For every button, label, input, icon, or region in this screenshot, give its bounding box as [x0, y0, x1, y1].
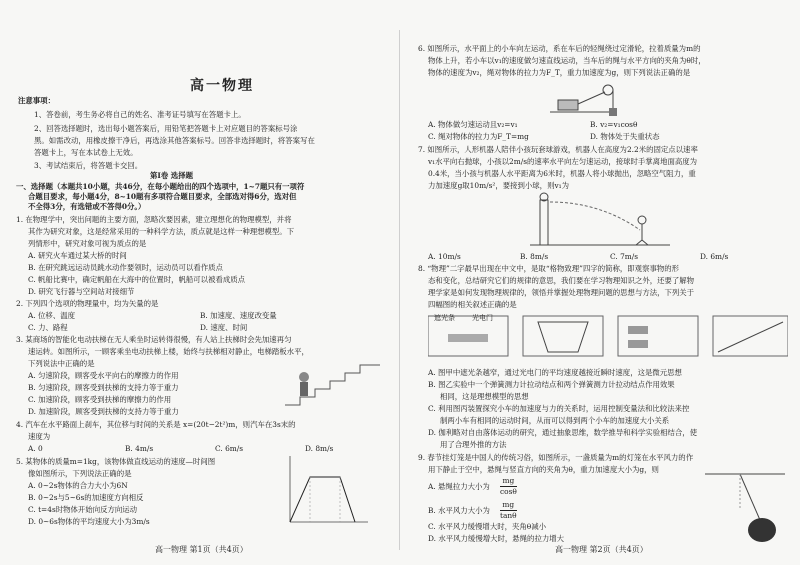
q8-option: 用了合理外推的方法	[440, 440, 507, 449]
q3-line: 3. 某商场的智能化电动扶梯在无人乘坐时运转得很慢，有人站上扶梯时会先加速再匀	[16, 335, 292, 344]
q8-option: D. 伽利略对自由落体运动的研究，通过抽象思维，数学推导和科学实验相结合，使	[428, 428, 698, 437]
q2-option: B. 加速度、速度改变量	[200, 311, 277, 320]
fracB-num: mg	[500, 500, 517, 511]
notice-line: 2、回答选择题时，选出每小题答案后，用铅笔把答题卡上对应题目的答案标号涂	[34, 124, 298, 133]
q5-line: 5. 某物体的质量m=1kg，该物体做直线运动的速度—时间图	[16, 457, 216, 466]
q9-fracB	[500, 500, 517, 521]
figure-label: 遮光条	[434, 314, 455, 322]
q8-option: 相同，这是理想模型的思想	[440, 392, 529, 401]
q4-option: C. 6m/s	[215, 444, 244, 453]
q7-line: 力加速度g取10m/s²，要接到小球，则v₁为	[428, 181, 569, 190]
q2-option: A. 位移、温度	[28, 311, 75, 320]
q4-line: 4. 汽车在水平路面上刹车，其位移与时间的关系是 x=(20t−2t²)m，则汽车在3s末的	[16, 420, 296, 429]
q8-line: 态和变化，总结研究它们的规律的意思，我们要在学习物理知识之外，还要了解物	[428, 276, 695, 285]
q8-line: 四幅图的相关叙述正确的是	[428, 300, 517, 309]
q3-option: C. 加速阶段，顾客受到扶梯的摩擦力的作用	[28, 395, 172, 404]
q4-line: 速度为	[28, 432, 51, 441]
q8-line: 8. “物理”二字最早出现在中文中，是取“格物致理”四字的简称，即观察事物的形	[418, 264, 680, 273]
fracA-num: mg	[500, 476, 517, 487]
q1-option: A. 研究火车通过某大桥的时间	[28, 251, 127, 260]
q1-option: D. 研究飞行器与空间站对接细节	[28, 287, 135, 296]
q6-option: C. 绳对物体的拉力为F_T=mg	[428, 132, 529, 141]
q1-line: 1. 在物理学中，突出问题的主要方面，忽略次要因素，建立理想化的物理模型，并将	[16, 215, 292, 224]
q2-line: 2. 下列四个选项的物理量中，均为矢量的是	[16, 299, 159, 308]
q7-line: v₁水平向右抛球，小孩以2m/s的速率水平向左匀速运动，接球时手掌离地面高度为	[428, 157, 698, 166]
q2-option: D. 速度、时间	[200, 323, 248, 332]
notice-line: 答题卡上，写在本试卷上无效。	[34, 148, 138, 157]
escalator-figure	[280, 357, 390, 409]
page-footer: 高一物理 第1页（共4页）	[155, 545, 248, 554]
notice-line: 黑。如需改动，用橡皮擦干净后，再选涂其他答案标号。回答非选择题时，将答案写在	[34, 136, 315, 145]
robot-throw-figure	[530, 190, 670, 250]
vt-graph-figure	[280, 452, 372, 532]
section-header: 第Ⅰ卷 选择题	[150, 171, 193, 180]
instructions-line: 合题目要求，每小题4分，8~10题有多项符合题目要求，全部选对得6分，选对但	[28, 192, 297, 201]
q3-option: A. 匀速阶段，顾客受水平向右的摩擦力的作用	[28, 371, 179, 380]
instructions-line: 一、选择题（本题共10小题，共46分，在每小题给出的四个选项中，1~7题只有一项符	[16, 182, 305, 191]
q8-option: C. 利用图丙装置探究小车的加速度与力的关系时，运用控制变量法和比较法来控	[428, 404, 690, 413]
q3-line: 速运转。如图所示，一顾客乘坐电动扶梯上楼，始终与扶梯相对静止，电梯踏板水平，	[28, 347, 309, 356]
q6-line: 6. 如图所示，水平面上的小车向左运动，系在车后的轻绳绕过定滑轮，拉着质量为m的	[418, 44, 701, 53]
q5-option: D. 0~6s物体的平均速度大小为3m/s	[28, 517, 150, 526]
q7-option: D. 6m/s	[700, 252, 729, 261]
q6-option: B. v₂=v₁cosθ	[590, 120, 638, 129]
q9-fracA	[500, 476, 517, 497]
q9-option: A. 悬绳拉力大小为	[428, 482, 490, 491]
notice-line: 3、考试结束后，将答题卡交回。	[34, 161, 143, 170]
q5-option: C. t=4s时物体开始向反方向运动	[28, 505, 138, 514]
fracA-den: cosθ	[500, 487, 517, 496]
q9-line: 用下静止于空中，悬绳与竖直方向的夹角为θ，重力加速度大小为g，则	[428, 465, 659, 474]
page-footer: 高一物理 第2页（共4页）	[555, 545, 648, 554]
q3-option: D. 加速阶段，顾客受到扶梯的支持力等于重力	[28, 407, 179, 416]
q9-option: C. 水平风力缓慢增大时，夹角θ减小	[428, 522, 547, 531]
q7-option: B. 8m/s	[520, 252, 549, 261]
q8-line: 理学家是如何发现物理规律的，领悟并掌握处理物理问题的思想与方法，下列关于	[428, 288, 695, 297]
q1-option: B. 在研究跳远运动员跳水动作要领时，运动员可以看作质点	[28, 263, 223, 272]
q5-line: 像如图所示，下列说法正确的是	[28, 469, 132, 478]
q6-option: A. 物体做匀速运动且v₂=v₁	[428, 120, 518, 129]
q7-option: C. 7m/s	[610, 252, 639, 261]
figure-label: 光电门	[472, 314, 493, 322]
q6-option: D. 物体处于失重状态	[590, 132, 660, 141]
page-2	[400, 0, 800, 565]
q7-line: 0.4米，当小孩与机器人水平距离为6米时，机器人将小球抛出，忽略空气阻力，重	[428, 169, 696, 178]
q4-option: A. 0	[28, 444, 43, 453]
q9-line: 9. 春节挂灯笼是中国人的传统习俗，如图所示，一盏质量为m的灯笼在水平风力的作	[418, 453, 694, 462]
q1-option: C. 帆船比赛中，确定帆船在大海中的位置时，帆船可以被看成质点	[28, 275, 246, 284]
page-title: 高一物理	[190, 78, 254, 94]
q9-option: B. 水平风力大小为	[428, 506, 490, 515]
q8-option: B. 图乙实验中一个弹簧测力计拉动结点和两个弹簧测力计拉动结点作用效果	[428, 380, 675, 389]
q2-option: C. 力、路程	[28, 323, 68, 332]
q5-option: A. 0~2s物体的合力大小为6N	[28, 481, 128, 490]
q5-option: B. 0~2s与5~6s的加速度方向相反	[28, 493, 144, 502]
q6-line: 物体的速度为v₂，绳对物体的拉力为F_T，重力加速度为g，则下列说法正确的是	[428, 68, 691, 77]
q9-option: D. 水平风力缓慢增大时，悬绳的拉力增大	[428, 534, 565, 543]
q1-line: 其作为研究对象，这是经常采用的一种科学方法，质点就是这样一种理想模型。下	[28, 227, 295, 236]
cart-pulley-figure	[550, 80, 630, 118]
q4-option: B. 4m/s	[125, 444, 154, 453]
q6-line: 物体上升，若小车以v₁的速度做匀速直线运动，当车后的绳与水平方向的夹角为θ时，	[428, 56, 706, 65]
q3-option: B. 匀速阶段，顾客受到扶梯的支持力等于重力	[28, 383, 179, 392]
q3-line: 下列说法中正确的是	[28, 359, 95, 368]
q7-line: 7. 如图所示，人形机器人陪伴小孩玩套球游戏，机器人在高度为2.2米的固定点以速率	[418, 145, 698, 154]
instructions-line: 不全得3分，有选错或不答得0分。）	[28, 202, 146, 211]
q1-line: 列情形中，研究对象可视为质点的是	[28, 239, 147, 248]
fracB-den: tanθ	[500, 511, 517, 520]
q4-option: D. 8m/s	[305, 444, 334, 453]
notice-line: 1、答卷前，考生务必将自己的姓名、准考证号填写在答题卡上。	[34, 110, 246, 119]
notice-title: 注意事项：	[18, 96, 55, 105]
q8-option: A. 图甲中遮光条越窄，通过光电门的平均速度越接近瞬时速度，这是微元思想	[428, 368, 682, 377]
q8-option: 制两小车有相同的运动时间，从而可以得到两个小车的加速度大小关系	[440, 416, 670, 425]
q7-option: A. 10m/s	[428, 252, 461, 261]
four-figures	[428, 312, 788, 362]
lantern-figure	[700, 470, 790, 550]
